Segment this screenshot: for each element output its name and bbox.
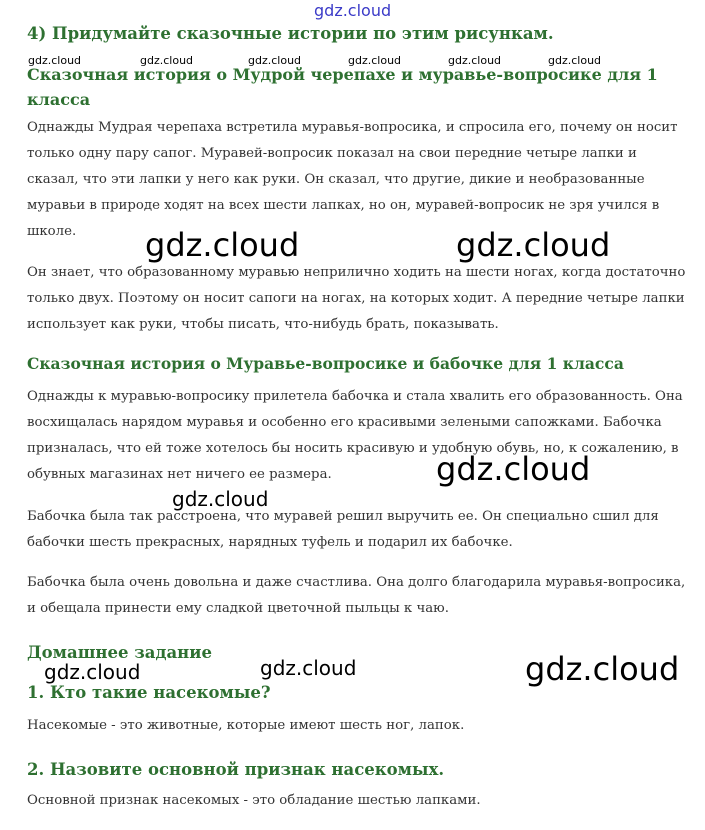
homework-question-2: 2. Назовите основной признак насекомых. xyxy=(27,760,445,779)
story2-paragraph-1: Однажды к муравью-вопросику прилетела бабочка и стала хвалить его образованность. Она восхищалась нарядом муравья и особенно его красивыми зелеными сапожками. Бабочка призналась, что ей тоже хотелось бы носить красивую и удобную обувь, но, к сожалению, в обувных магазинах нет ничего ее размера. xyxy=(27,389,683,482)
watermark-medium: gdz.cloud xyxy=(44,660,141,684)
story1-title: Сказочная история о Мудрой черепахе и муравье-вопросике для 1 класса xyxy=(27,65,658,109)
story2-paragraph-2: Бабочка была так расстроена, что муравей решил выручить ее. Он специально сшил для бабочки шесть прекрасных, нарядных туфель и подарил их бабочке. xyxy=(27,509,659,550)
watermark-medium: gdz.cloud xyxy=(172,487,269,511)
watermark-small: gdz.cloud xyxy=(248,54,302,67)
watermark-large: gdz.cloud xyxy=(145,226,300,264)
watermark-small: gdz.cloud xyxy=(140,54,194,67)
watermark-small: gdz.cloud xyxy=(28,54,82,67)
homework-title: Домашнее задание xyxy=(27,643,212,662)
watermark-small: gdz.cloud xyxy=(548,54,602,67)
watermark-small: gdz.cloud xyxy=(348,54,402,67)
task-heading: 4) Придумайте сказочные истории по этим рисункам. xyxy=(27,24,554,43)
story1-paragraph-1: Однажды Мудрая черепаха встретила муравья-вопросика, и спросила его, почему он носит только одну пару сапог. Муравей-вопросик показал на свои передние четыре лапки и сказал, что эти лапки у него как руки. Он сказал, что другие, дикие и необразованные муравьи в природе ходят на всех шести лапках, но он, муравей-вопросик не зря учился в школе. xyxy=(27,120,678,239)
homework-answer-1: Насекомые - это животные, которые имеют шесть ног, лапок. xyxy=(27,718,465,733)
story2-title: Сказочная история о Муравье-вопросике и бабочке для 1 класса xyxy=(27,354,624,373)
watermark-small: gdz.cloud xyxy=(448,54,502,67)
homework-question-1: 1. Кто такие насекомые? xyxy=(27,683,271,702)
watermark-medium: gdz.cloud xyxy=(260,656,357,680)
watermark-large: gdz.cloud xyxy=(456,226,611,264)
watermark-large: gdz.cloud xyxy=(436,450,591,488)
watermark-large: gdz.cloud xyxy=(525,650,680,688)
homework-answer-2: Основной признак насекомых - это обладание шестью лапками. xyxy=(27,793,481,808)
story1-paragraph-2: Он знает, что образованному муравью неприлично ходить на шести ногах, когда достаточно только двух. Поэтому он носит сапоги на ногах, на которых ходит. А передние четыре лапки использует как руки, чтобы писать, что-нибудь брать, показывать. xyxy=(27,265,686,332)
watermark-top: gdz.cloud xyxy=(314,1,392,20)
story2-paragraph-3: Бабочка была очень довольна и даже счастлива. Она долго благодарила муравья-вопросика, и обещала принести ему сладкой цветочной пыльцы к чаю. xyxy=(27,575,686,616)
